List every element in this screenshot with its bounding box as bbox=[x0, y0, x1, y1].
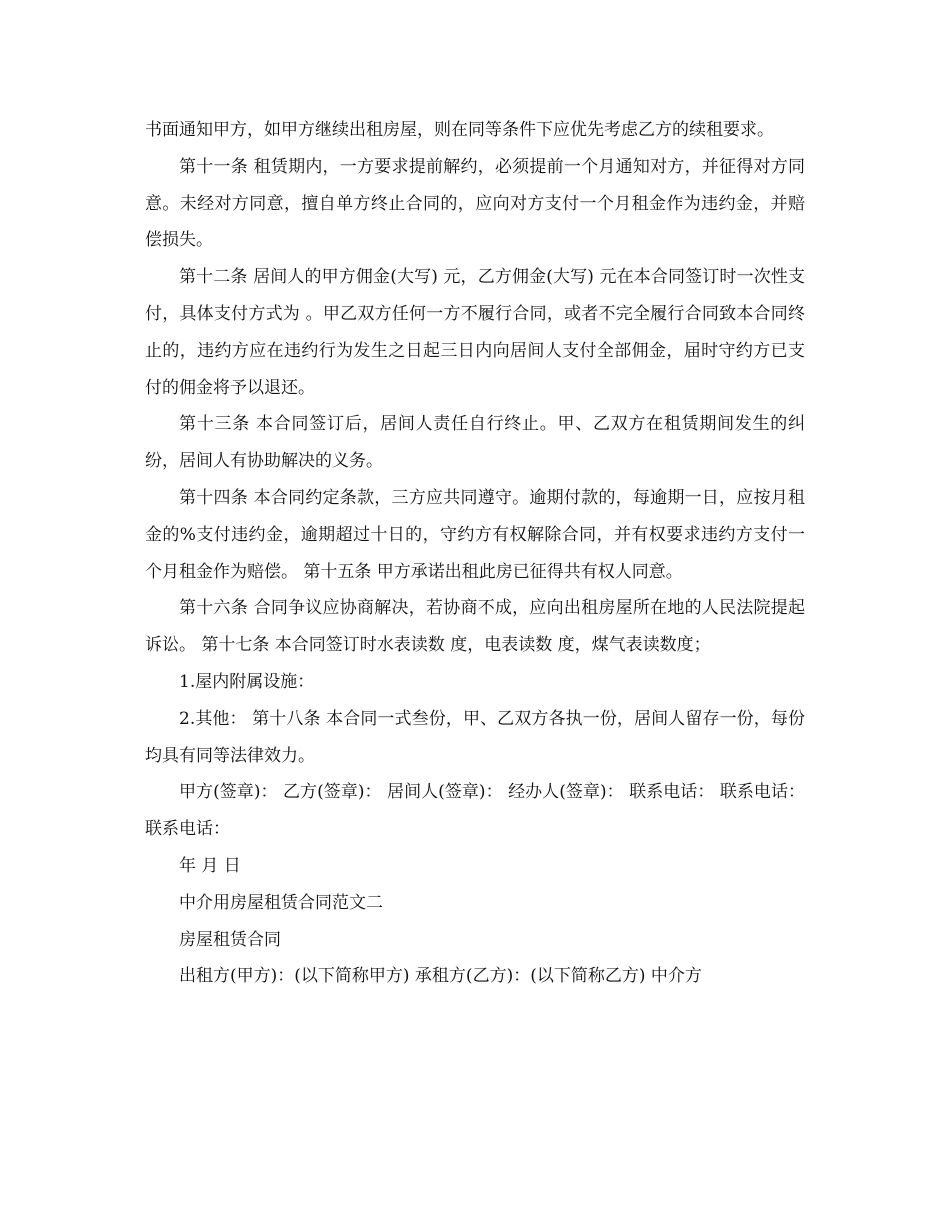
paragraph-clause-13: 第十三条 本合同签订后，居间人责任自行终止。甲、乙双方在租赁期间发生的纠纷，居间人有协助解决的义务。 bbox=[145, 414, 805, 472]
paragraph-item-2-clause-18: 2.其他： 第十八条 本合同一式叁份，甲、乙双方各执一份，居间人留存一份，每份均具有同等法律效力。 bbox=[145, 708, 805, 766]
paragraph-clause-12: 第十二条 居间人的甲方佣金(大写) 元，乙方佣金(大写) 元在本合同签订时一次性支付，具体支付方式为 。甲乙双方任何一方不履行合同，或者不完全履行合同致本合同终止的，违约方应在违约行为发生之日起三日内向居间人支付全部佣金，届时守约方已支付的佣金将予以退还。 bbox=[145, 267, 805, 398]
paragraph-parties: 出租方(甲方)：(以下简称甲方) 承租方(乙方)：(以下简称乙方) 中介方 bbox=[179, 966, 702, 987]
paragraph-clause-14-15: 第十四条 本合同约定条款，三方应共同遵守。逾期付款的，每逾期一日，应按月租金的%支付违约金，逾期超过十日的，守约方有权解除合同，并有权要求违约方支付一个月租金作为赔偿。 第十五条 甲方承诺出租此房已征得共有权人同意。 bbox=[145, 487, 805, 582]
paragraph-date: 年 月 日 bbox=[179, 855, 241, 876]
paragraph-signatures: 甲方(签章)： 乙方(签章)： 居间人(签章)： 经办人(签章)： 联系电话： 联系电话： 联系电话： bbox=[145, 782, 805, 840]
paragraph-continuation: 书面通知甲方，如甲方继续出租房屋，则在同等条件下应优先考虑乙方的续租要求。 bbox=[145, 120, 774, 140]
paragraph-item-1: 1.屋内附属设施： bbox=[179, 671, 315, 692]
paragraph-contract-title: 房屋租赁合同 bbox=[179, 929, 281, 950]
paragraph-section-title: 中介用房屋租赁合同范文二 bbox=[179, 892, 383, 913]
paragraph-clause-16-17: 第十六条 合同争议应协商解决，若协商不成，应向出租房屋所在地的人民法院提起诉讼。 第十七条 本合同签订时水表读数 度，电表读数 度，煤气表读数度； bbox=[145, 598, 805, 656]
document-page bbox=[145, 112, 805, 995]
paragraph-clause-11: 第十一条 租赁期内，一方要求提前解约，必须提前一个月通知对方，并征得对方同意。未经对方同意，擅自单方终止合同的，应向对方支付一个月租金作为违约金，并赔偿损失。 bbox=[145, 156, 805, 251]
